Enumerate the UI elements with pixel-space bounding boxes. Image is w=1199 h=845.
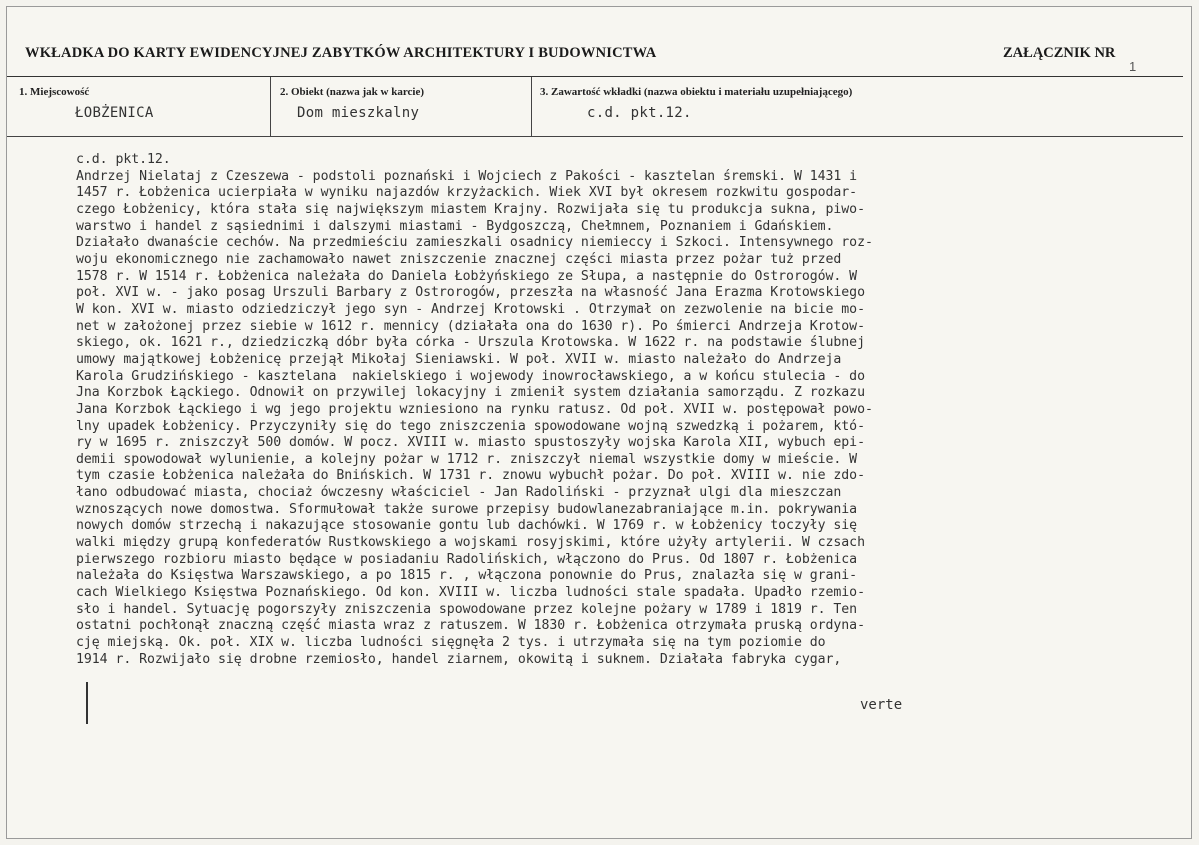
body-line: Działało dwanaście cechów. Na przedmieściu zamieszkali osadnicy niemieccy i Szkoci. Intensywnego roz- [76, 235, 873, 251]
annex-number: 1 [1129, 59, 1137, 74]
margin-mark [86, 682, 88, 724]
field-value-locality: ŁOBŻENICA [75, 105, 154, 121]
body-line: wznoszących nowe domostwa. Sformułował także surowe przepisy budowlanezabraniające m.in. pokrywania [76, 501, 858, 517]
field-label-object: 2. Obiekt (nazwa jak w karcie) [280, 86, 425, 98]
field-value-contents: c.d. pkt.12. [587, 105, 692, 121]
body-line: 1457 r. Łobżenica ucierpiała w wyniku najazdów krzyżackich. Wiek XVI był okresem rozkwitu gospodar- [76, 185, 858, 201]
body-line: sło i handel. Sytuację pogorszyły zniszczenia spowodowane przez kolejne pożary w 1789 i 1819 r. Ten [76, 601, 858, 617]
body-line: tym czasie Łobżenica należała do Bnińskich. W 1731 r. znowu wybuchł pożar. Do poł. XVIII w. nie zdo- [76, 468, 865, 484]
body-line: Andrzej Nielataj z Czeszewa - podstoli poznański i Wojciech z Pakości - kasztelan śremski. W 1431 i [76, 168, 858, 184]
body-line: cję miejską. Ok. poł. XIX w. liczba ludności sięgnęła 2 tys. i utrzymała się na tym poziomie do [76, 635, 826, 651]
body-line: Jna Korzbok Łąckiego. Odnowił on przywilej lokacyjny i zmienił system działania samorządu. Z rozkazu [76, 385, 865, 401]
field-label-contents: 3. Zawartość wkładki (nazwa obiektu i materiału uzupełniającego) [540, 86, 853, 98]
body-line: pierwszego rozbioru miasto będące w posiadaniu Radolińskich, włączono do Prus. Od 1807 r. Łobżenica [76, 551, 858, 567]
body-line: czego Łobżenicy, która stała się największym miastem Krajny. Rozwijała się tu produkcja sukna, piwo- [76, 201, 865, 217]
body-line: warstwo i handel z sąsiednimi i dalszymi miastami - Bydgoszczą, Chełmnem, Poznaniem i Gdańskiem. [76, 218, 834, 234]
body-line: poł. XVI w. - jako posag Urszuli Barbary z Ostrorogów, przeszła na własność Jana Erazma Krotowskiego [76, 285, 865, 301]
form-title: WKŁADKA DO KARTY EWIDENCYJNEJ ZABYTKÓW ARCHITEKTURY I BUDOWNICTWA [25, 45, 657, 61]
body-line: umowy majątkowej Łobżenicę przejął Mikołaj Sieniawski. W poł. XVII w. miasto należało do Andrzeja [76, 351, 842, 367]
annex-label: ZAŁĄCZNIK NR [1003, 45, 1116, 61]
body-line: woju ekonomicznego nie zachamowało nawet zniszczenie znacznej części miasta przez pożar tuż przed [76, 251, 842, 267]
body-line: ostatni pochłonął znaczną część miasta wraz z ratuszem. W 1830 r. Łobżenica otrzymała pruską ordyna- [76, 618, 865, 634]
body-line: Jana Korzbok Łąckiego i wg jego projektu wzniesiono na rynku ratusz. Od poł. XVII w. postępował powo- [76, 401, 873, 417]
body-line: należała do Księstwa Warszawskiego, a po 1815 r. , włączona ponownie do Prus, znalazła się w grani- [76, 568, 858, 584]
body-line: ry w 1695 r. zniszczył 500 domów. W pocz. XVIII w. miasto spustoszyły wojska Karola XII, wybuch epi- [76, 435, 865, 451]
body-line: lny upadek Łobżenicy. Przyczyniły się do tego zniszczenia spowodowane wojną szwedzką i pożarem, któ- [76, 418, 865, 434]
typed-body-text [76, 152, 1116, 668]
verte-note: verte [860, 697, 903, 713]
body-line: W kon. XVI w. miasto odziedziczył jego syn - Andrzej Krotowski . Otrzymał on zezwolenie na bicie mo- [76, 301, 865, 317]
body-line: walki między grupą konfederatów Rustkowskiego a wojskami rosyjskimi, które użyły artylerii. W czsach [76, 535, 865, 551]
body-line: nowych domów strzechą i nakazujące stosowanie gontu lub dachówki. W 1769 r. w Łobżenicy toczyły się [76, 518, 858, 534]
body-line: net w założonej przez siebie w 1612 r. mennicy (działała ona do 1630 r). Po śmierci Andrzeja Krotow- [76, 318, 865, 334]
body-line: Karola Grudzińskiego - kasztelana nakielskiego i wojewody inowrocławskiego, a w końcu stulecia - do [76, 368, 865, 384]
field-label-locality: 1. Miejscowość [19, 86, 90, 98]
body-line: cach Wielkiego Księstwa Poznańskiego. Od kon. XVIII w. liczba ludności stale spadała. Upadło rzemio- [76, 585, 865, 601]
field-value-object: Dom mieszkalny [297, 105, 420, 121]
header-rule [7, 76, 1183, 77]
body-line: 1914 r. Rozwijało się drobne rzemiosło, handel ziarnem, okowitą i suknem. Działała fabryka cygar, [76, 651, 842, 667]
body-line: łano odbudować miasta, chociaż ówczesny właściciel - Jan Radoliński - przyznał ulgi dla mieszczan [76, 485, 842, 501]
body-line: demii spowodował wylunienie, a kolejny pożar w 1712 r. zniszczył niemal wszystkie domy w mieście. W [76, 451, 858, 467]
body-line: c.d. pkt.12. [76, 152, 171, 167]
body-line: skiego, ok. 1621 r., dziedziczką dóbr była córka - Urszula Krotowska. W 1622 r. na podstawie ślubnej [76, 335, 865, 351]
body-line: 1578 r. W 1514 r. Łobżenica należała do Daniela Łobżyńskiego ze Słupa, a następnie do Ostrorogów. W [76, 268, 858, 284]
field-separator [270, 77, 271, 136]
fields-rule [7, 136, 1183, 137]
field-separator [531, 77, 532, 136]
